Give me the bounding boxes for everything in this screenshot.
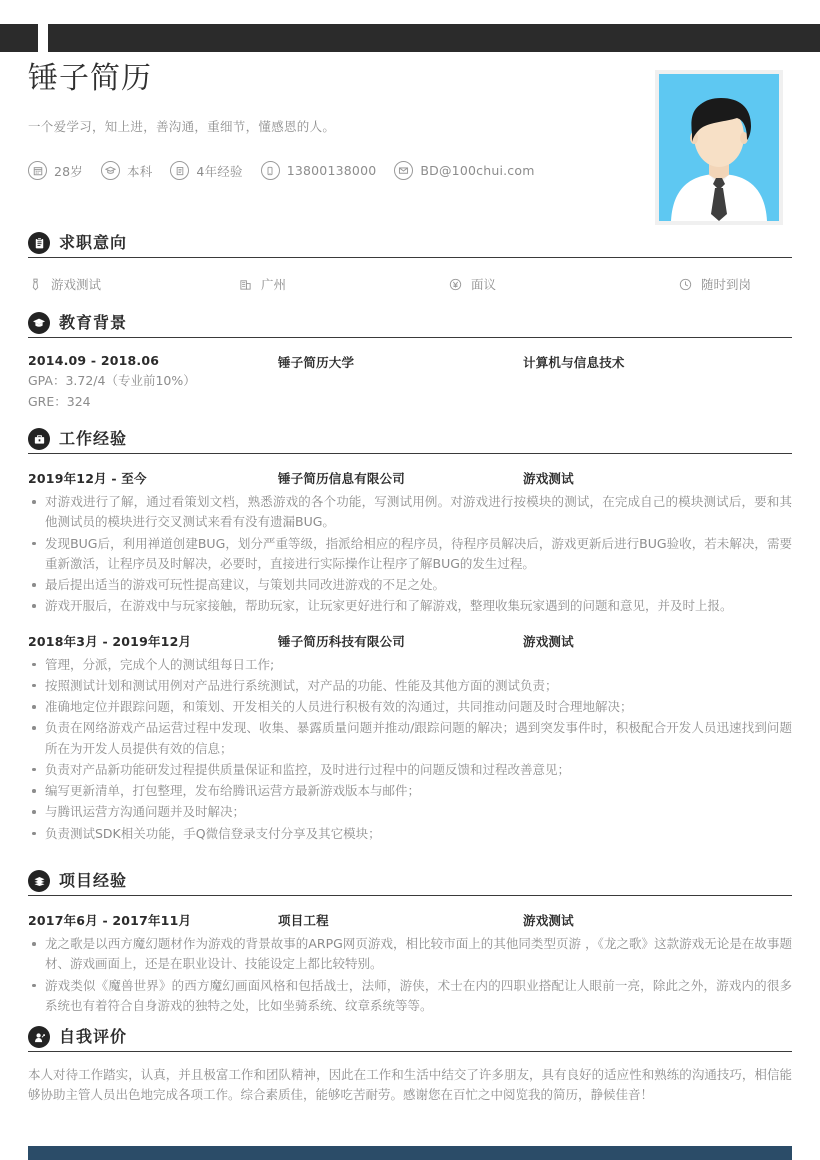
list-item: 负责测试SDK相关功能，手Q微信登录支付分享及其它模块；	[28, 824, 792, 844]
section-self-evaluation	[28, 1026, 792, 1106]
work-bullets	[28, 655, 792, 844]
header-tagline: 一个爱学习，知上进，善沟通，重细节，懂感恩的人。	[28, 119, 336, 134]
section-title-project: 项目经验	[59, 871, 128, 890]
section-header-project	[28, 870, 792, 896]
work-entry-head	[28, 469, 792, 487]
contact-item-email	[394, 161, 534, 180]
section-job-intent	[28, 232, 792, 293]
list-item: 龙之歌是以西方魔幻题材作为游戏的背景故事的ARPG网页游戏，相比较市面上的其他同类型页游 ，《龙之歌》这款游戏无论是在故事题材、游戏画面上，还是在职业设计、技能设定上都比较特别。	[28, 934, 792, 975]
envelope-icon	[394, 161, 413, 180]
self-evaluation-text: 本人对待工作踏实，认真，并且极富工作和团队精神，因此在工作和生活中结交了许多朋友，具有良好的适应性和熟练的沟通技巧，相信能够协助主管人员出色地完成各项工作。综合素质佳，能够吃苦耐劳。感谢您在百忙之中阅览我的简历，静候佳音！	[28, 1067, 792, 1103]
project-date: 2017年6月 - 2017年11月	[28, 913, 192, 928]
job-intent-position	[28, 275, 238, 293]
tie-icon	[28, 277, 43, 292]
list-item: 对游戏进行了解，通过看策划文档，熟悉游戏的各个功能，写测试用例。对游戏进行按模块的测试，在完成自己的模块测试后，要和其他测试员的模块进行交叉测试来看有没有遗漏BUG。	[28, 492, 792, 533]
list-item: 按照测试计划和测试用例对产品进行系统测试，对产品的功能、性能及其他方面的测试负责；	[28, 676, 792, 696]
graduation-cap-icon	[28, 312, 50, 334]
education-entry-head	[28, 353, 792, 371]
section-project-experience	[28, 870, 792, 1017]
graduation-cap-icon	[101, 161, 120, 180]
education-gpa: GPA：3.72/4（专业前10%）	[28, 373, 196, 388]
top-decorative-bar	[0, 24, 820, 52]
top-bar-left-block	[0, 24, 38, 52]
job-intent-city	[238, 275, 448, 293]
section-title-work: 工作经验	[59, 429, 128, 448]
work-company: 锤子简历信息有限公司	[278, 471, 406, 486]
person-icon	[28, 1026, 50, 1048]
document-icon	[170, 161, 189, 180]
work-date: 2018年3月 - 2019年12月	[28, 633, 192, 649]
project-role: 游戏测试	[523, 913, 574, 928]
contact-text-degree: 本科	[127, 163, 153, 179]
list-item: 游戏开服后，在游戏中与玩家接触，帮助玩家，让玩家更好进行和了解游戏，整理收集玩家遇到的问题和意见，并及时上报。	[28, 596, 792, 616]
job-intent-availability	[678, 275, 751, 293]
section-title-job-intent: 求职意向	[59, 233, 128, 252]
building-icon	[238, 277, 253, 292]
yen-icon	[448, 277, 463, 292]
job-intent-salary	[448, 275, 678, 293]
section-title-education: 教育背景	[59, 313, 128, 332]
section-title-self-evaluation: 自我评价	[59, 1027, 128, 1046]
section-header-job-intent	[28, 232, 792, 258]
work-entry-head	[28, 632, 792, 650]
avatar-frame	[655, 70, 783, 225]
list-item: 发现BUG后，利用禅道创建BUG，划分严重等级，指派给相应的程序员，待程序员解决后，游戏更新后进行BUG验收，若未解决，需要重新激活，让程序员及时解决，必要时，直接进行实际操作让程序了解BUG的发生过程。	[28, 534, 792, 575]
clipboard-icon	[28, 232, 50, 254]
section-education	[28, 312, 792, 412]
contact-text-experience: 4年经验	[196, 163, 243, 179]
section-header-self-evaluation	[28, 1026, 792, 1052]
work-entry	[28, 632, 792, 844]
calendar-icon	[28, 161, 47, 180]
education-major: 计算机与信息技术	[523, 355, 625, 370]
education-gre: GRE：324	[28, 393, 91, 409]
project-entry-head	[28, 911, 792, 929]
section-header-work	[28, 428, 792, 454]
contact-text-phone: 13800138000	[286, 163, 377, 178]
list-item: 编写更新清单，打包整理，发布给腾讯运营方最新游戏版本与邮件；	[28, 781, 792, 801]
job-intent-salary-text: 面议	[471, 277, 497, 292]
work-role: 游戏测试	[523, 633, 574, 649]
contact-text-email: BD@100chui.com	[420, 163, 535, 178]
project-bullets	[28, 934, 792, 1016]
phone-icon	[261, 161, 280, 180]
list-item: 负责在网络游戏产品运营过程中发现、收集、暴露质量问题并推动/跟踪问题的解决；遇到突发事件时，积极配合开发人员迅速找到问题所在为开发人员提供有效的信息；	[28, 718, 792, 759]
contact-text-age: 28岁	[54, 163, 84, 179]
contact-item-phone	[261, 161, 377, 180]
education-school: 锤子简历大学	[278, 355, 355, 370]
avatar	[659, 74, 779, 221]
clock-icon	[678, 277, 693, 292]
contact-item-age	[28, 161, 83, 180]
project-name: 项目工程	[278, 913, 329, 928]
work-bullets	[28, 492, 792, 617]
section-header-education	[28, 312, 792, 338]
work-date: 2019年12月 - 至今	[28, 471, 147, 486]
education-date: 2014.09 - 2018.06	[28, 353, 160, 368]
job-intent-row	[28, 275, 792, 293]
list-item: 管理，分派，完成个人的测试组每日工作;	[28, 655, 792, 675]
contact-item-degree	[101, 161, 152, 180]
contact-item-experience	[170, 161, 242, 180]
layers-icon	[28, 870, 50, 892]
list-item: 游戏类似《魔兽世界》的西方魔幻画面风格和包括战士，法师，游侠，术士在内的四职业搭配让人眼前一亮，除此之外，游戏内的很多系统也有着符合自身游戏的独特之处，比如坐骑系统、纹章系统等等。	[28, 976, 792, 1017]
work-role: 游戏测试	[523, 471, 574, 486]
job-intent-city-text: 广州	[261, 277, 287, 292]
section-work-experience	[28, 428, 792, 845]
top-bar-right-block	[48, 24, 820, 52]
bottom-decorative-bar	[28, 1146, 792, 1160]
list-item: 最后提出适当的游戏可玩性提高建议，与策划共同改进游戏的不足之处。	[28, 575, 792, 595]
work-company: 锤子简历科技有限公司	[278, 633, 406, 649]
briefcase-icon	[28, 428, 50, 450]
page-title: 锤子简历	[28, 61, 152, 96]
list-item: 准确地定位并跟踪问题，和策划、开发相关的人员进行积极有效的沟通过，共同推动问题及时合理地解决；	[28, 697, 792, 717]
list-item: 负责对产品新功能研发过程提供质量保证和监控，及时进行过程中的问题反馈和过程改善意见；	[28, 760, 792, 780]
job-intent-availability-text: 随时到岗	[701, 277, 752, 292]
work-entry	[28, 469, 792, 617]
list-item: 与腾讯运营方沟通问题并及时解决；	[28, 802, 792, 822]
job-intent-position-text: 游戏测试	[51, 277, 102, 292]
